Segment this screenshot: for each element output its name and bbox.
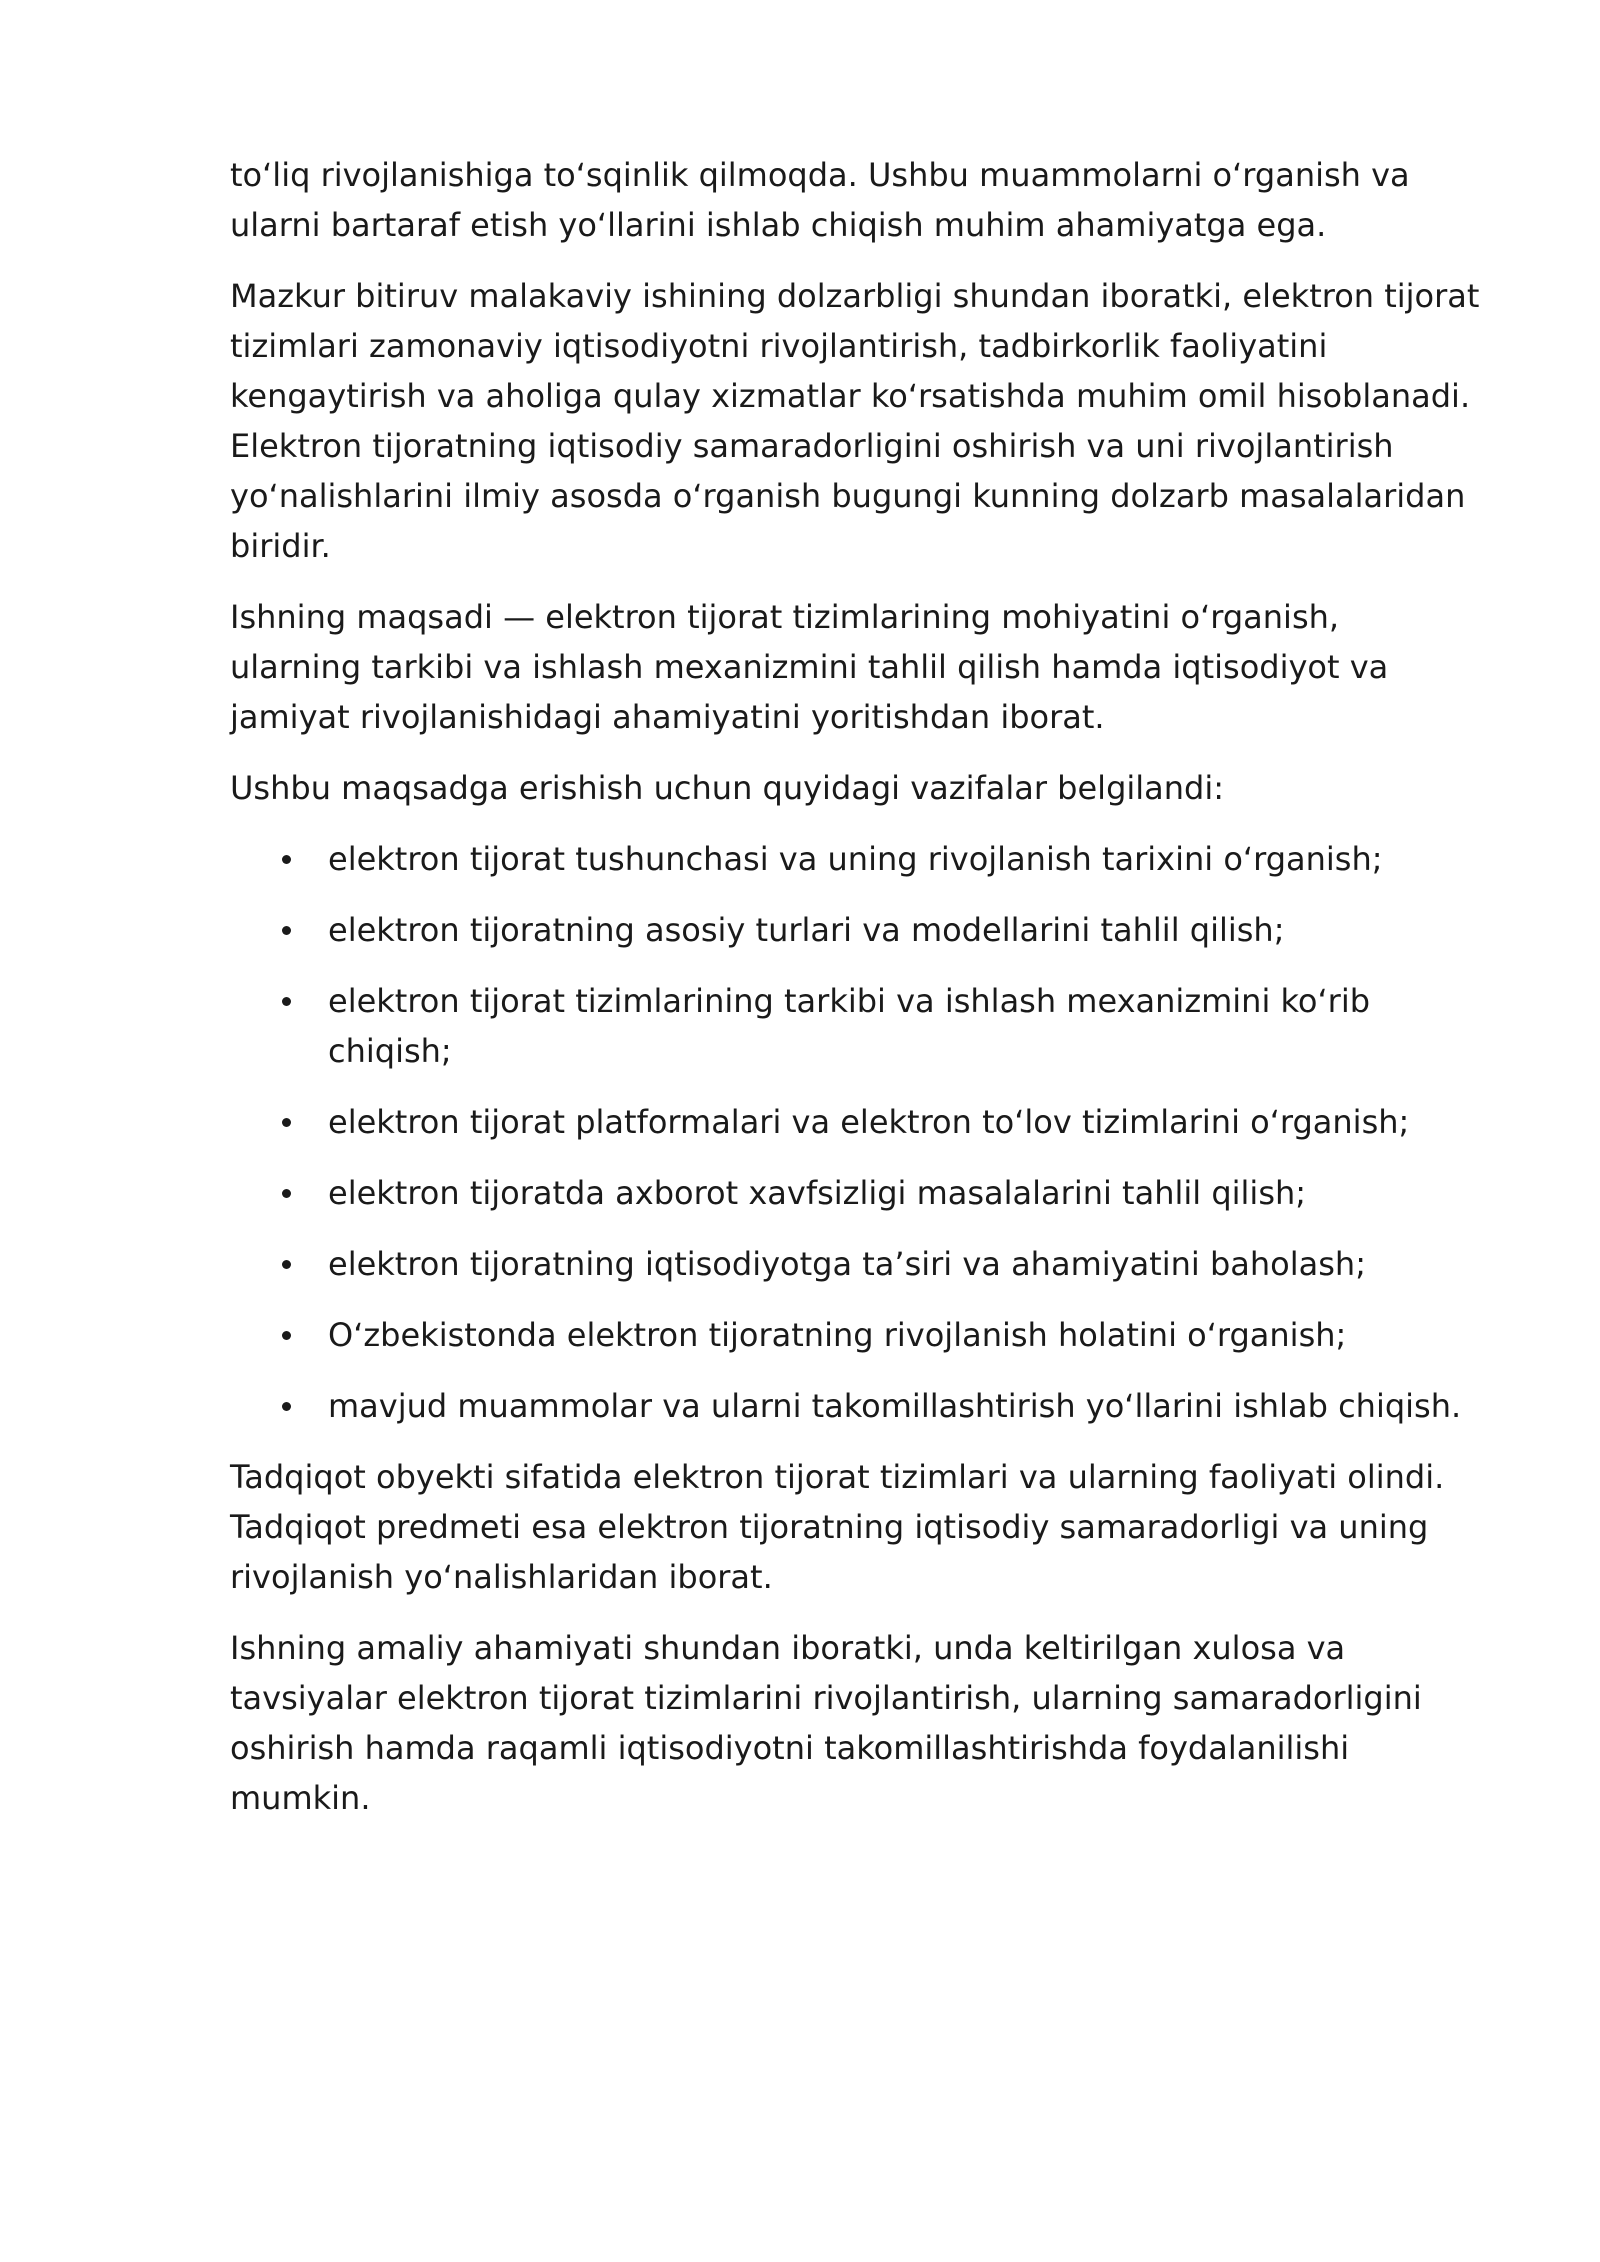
bullet-icon	[282, 1402, 291, 1411]
bullet-icon	[282, 855, 291, 864]
list-item	[230, 905, 1480, 955]
bullet-icon	[282, 997, 291, 1006]
list-item-text: elektron tijorat tizimlarining tarkibi va ishlash mexanizmini ko‘rib chiqish;	[328, 982, 1371, 1070]
tasks-bullet-list	[230, 834, 1480, 1431]
list-item-text: mavjud muammolar va ularni takomillashtirish yo‘llarini ishlab chiqish.	[328, 1387, 1462, 1425]
bullet-icon	[282, 1331, 291, 1340]
list-item-text: elektron tijorat tushunchasi va uning rivojlanish tarixini o‘rganish;	[328, 840, 1383, 878]
paragraph-object-subject: Tadqiqot obyekti sifatida elektron tijorat tizimlari va ularning faoliyati olindi. Tadqiqot predmeti esa elektron tijoratning iqtisodiy samaradorligi va uning rivojlanish yo‘nalishlaridan iborat.	[230, 1458, 1445, 1596]
bullet-icon	[282, 1118, 291, 1127]
paragraph-tasks-intro: Ushbu maqsadga erishish uchun quyidagi vazifalar belgilandi:	[230, 769, 1225, 807]
list-item	[230, 1097, 1480, 1147]
list-item	[230, 976, 1480, 1076]
list-item-text: O‘zbekistonda elektron tijoratning rivojlanish holatini o‘rganish;	[328, 1316, 1347, 1354]
list-item	[230, 1239, 1480, 1289]
bullet-icon	[282, 1189, 291, 1198]
bullet-icon	[282, 1260, 291, 1269]
paragraph-relevance: Mazkur bitiruv malakaviy ishining dolzarbligi shundan iboratki, elektron tijorat tizimlari zamonaviy iqtisodiyotni rivojlantirish, tadbirkorlik faoliyatini kengaytirish va aholiga qulay xizmatlar ko‘rsatishda muhim omil hisoblanadi. Elektron tijoratning iqtisodiy samaradorligini oshirish va uni rivojlantirish yo‘nalishlarini ilmiy asosda o‘rganish bugungi kunning dolzarb masalalaridan biridir.	[230, 277, 1480, 565]
list-item	[230, 834, 1480, 884]
list-item	[230, 1168, 1480, 1218]
list-item-text: elektron tijoratda axborot xavfsizligi masalalarini tahlil qilish;	[328, 1174, 1307, 1212]
list-item-text: elektron tijoratning iqtisodiyotga ta’siri va ahamiyatini baholash;	[328, 1245, 1366, 1283]
document-body	[230, 150, 1480, 1844]
paragraph-goal: Ishning maqsadi — elektron tijorat tizimlarining mohiyatini o‘rganish, ularning tarkibi va ishlash mexanizmini tahlil qilish hamda iqtisodiyot va jamiyat rivojlanishidagi ahamiyatini yoritishdan iborat.	[230, 598, 1389, 736]
paragraph-continuation: to‘liq rivojlanishiga to‘sqinlik qilmoqda. Ushbu muammolarni o‘rganish va ularni bartaraf etish yo‘llarini ishlab chiqish muhim ahamiyatga ega.	[230, 156, 1410, 244]
list-item	[230, 1381, 1480, 1431]
list-item-text: elektron tijorat platformalari va elektron to‘lov tizimlarini o‘rganish;	[328, 1103, 1410, 1141]
bullet-icon	[282, 926, 291, 935]
list-item-text: elektron tijoratning asosiy turlari va modellarini tahlil qilish;	[328, 911, 1285, 949]
list-item	[230, 1310, 1480, 1360]
paragraph-practical-significance: Ishning amaliy ahamiyati shundan iboratki, unda keltirilgan xulosa va tavsiyalar elektron tijorat tizimlarini rivojlantirish, ularning samaradorligini oshirish hamda raqamli iqtisodiyotni takomillashtirishda foydalanilishi mumkin.	[230, 1629, 1422, 1817]
